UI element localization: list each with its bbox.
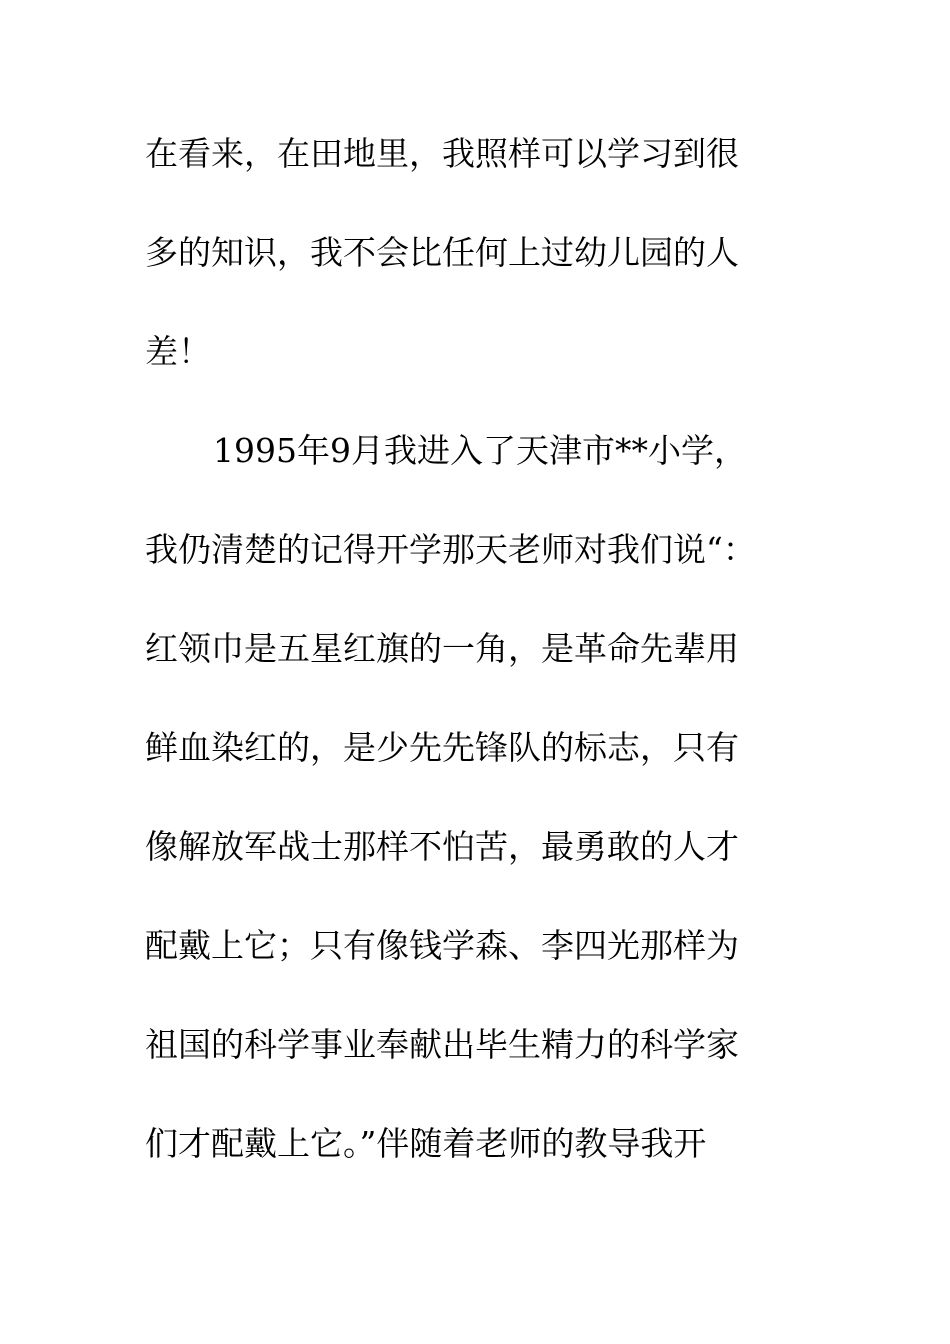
text-line: 差！: [145, 332, 211, 371]
text-line: 鲜血染红的，是少先先锋队的标志，只有: [145, 728, 739, 767]
paragraph-start-line: 1995年9月我进入了天津市**小学，: [213, 431, 747, 470]
text-line: 配戴上它；只有像钱学森、李四光那样为: [145, 926, 739, 965]
text-line: 们才配戴上它。”伴随着老师的教导我开: [145, 1124, 707, 1163]
text-line: 在看来，在田地里，我照样可以学习到很: [145, 134, 739, 173]
text-line: 多的知识，我不会比任何上过幼儿园的人: [145, 233, 739, 272]
text-line: 像解放军战士那样不怕苦，最勇敢的人才: [145, 827, 739, 866]
text-line: 红领巾是五星红旗的一角，是革命先辈用: [145, 629, 739, 668]
body-text: [145, 128, 825, 1217]
text-line: 我仍清楚的记得开学那天老师对我们说“：: [145, 530, 756, 569]
text-line: 祖国的科学事业奉献出毕生精力的科学家: [145, 1025, 739, 1064]
